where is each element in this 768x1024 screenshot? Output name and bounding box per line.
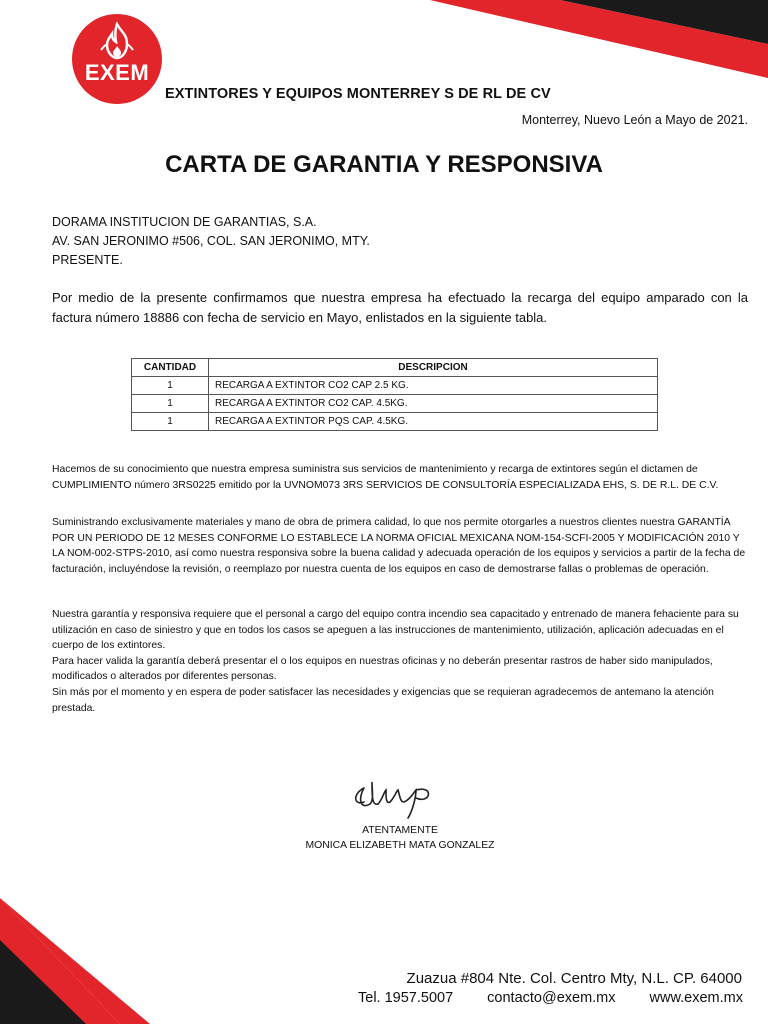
closing-text: ATENTAMENTE [362,825,438,836]
company-name: EXTINTORES Y EQUIPOS MONTERREY S DE RL DE CV [165,86,551,102]
flame-icon [98,22,136,62]
footer-address: Zuazua #804 Nte. Col. Centro Mty, N.L. CP. 64000 [406,970,742,987]
paragraph-text: Para hacer valida la garantía deberá presentar el o los equipos en nuestras oficinas y no deberán presentar rastros de haber sido manipulados, modificados o alterados por diferentes personas. [52,655,713,683]
cell-description: RECARGA A EXTINTOR CO2 CAP. 4.5KG. [209,395,658,413]
paragraph-text: Sin más por el momento y en espera de poder satisfacer las necesidades y exigencias que se requieran agradecemos de antemano la atención prestada. [52,686,714,714]
services-table [131,358,658,431]
cell-quantity: 1 [132,377,209,395]
city-date: Monterrey, Nuevo León a Mayo de 2021. [521,113,748,127]
conditions-paragraphs [52,607,752,716]
bottom-left-decoration [0,884,300,1024]
table-row [132,413,658,431]
footer-website[interactable]: www.exem.mx [649,990,743,1006]
column-header-description: DESCRIPCION [209,359,658,377]
paragraph-text: Nuestra garantía y responsiva requiere que el personal a cargo del equipo contra incendio sea capacitado y entrenado de manera fehaciente para su utilización en caso de siniestro y que en todos los casos se apeguen a las instrucciones de mantenimiento, utilización, aplicación adecuadas en el cuerpo de los extintores. [52,609,739,652]
signer-name: MONICA ELIZABETH MATA GONZALEZ [305,840,495,851]
recipient-address [52,213,370,270]
table-row [132,395,658,413]
recipient-line: PRESENTE. [52,253,123,267]
recipient-line: AV. SAN JERONIMO #506, COL. SAN JERONIMO, MTY. [52,234,370,248]
company-logo [72,14,162,104]
cell-quantity: 1 [132,413,209,431]
footer-phone: Tel. 1957.5007 [358,990,454,1006]
recipient-line: DORAMA INSTITUCION DE GARANTIAS, S.A. [52,215,317,229]
cell-description: RECARGA A EXTINTOR CO2 CAP 2.5 KG. [209,377,658,395]
compliance-paragraph [52,462,752,493]
footer-contact [358,990,743,1006]
document-title: CARTA DE GARANTIA Y RESPONSIVA [165,151,603,178]
warranty-paragraph [52,515,752,577]
signature-mark [350,772,450,820]
table-header-row [132,359,658,377]
cell-quantity: 1 [132,395,209,413]
logo-text: EXEM [84,60,150,85]
footer-email[interactable]: contacto@exem.mx [487,990,616,1006]
table-row [132,377,658,395]
paragraph-text: Suministrando exclusivamente materiales y mano de obra de primera calidad, lo que nos permite otorgarles a nuestros clientes nuestra GARANTÍA POR UN PERIODO DE 12 MESES CONFORME LO ESTABLECE LA NORMA OFICIAL MEXICANA NOM-154-SCFI-2005 Y MODIFICACIÓN 2010 Y LA NOM-002-STPS-2010, así como nuestra responsiva sobre la buena calidad y adecuada operación de los equipos y servicios a partir de la fecha de facturación, incluyéndose la revisión, o reemplazo por nuestra cuenta de los equipos en caso de demostrarse fallas o problemas de operación. [52,517,746,575]
intro-paragraph: Por medio de la presente confirmamos que nuestra empresa ha efectuado la recarga del equipo amparado con la factura número 18886 con fecha de servicio en Mayo, enlistados en la siguiente tabla. [52,290,748,325]
cell-description: RECARGA A EXTINTOR PQS CAP. 4.5KG. [209,413,658,431]
paragraph-text: Hacemos de su conocimiento que nuestra empresa suministra sus servicios de mantenimiento y recarga de extintores según el dictamen de CUMPLIMIENTO número 3RS0225 emitido por la UVNOM073 3RS SERVICIOS DE CONSULTORÍA ESPECIALIZADA EHS, S. DE R.L. DE C.V. [52,464,719,491]
column-header-quantity: CANTIDAD [132,359,209,377]
